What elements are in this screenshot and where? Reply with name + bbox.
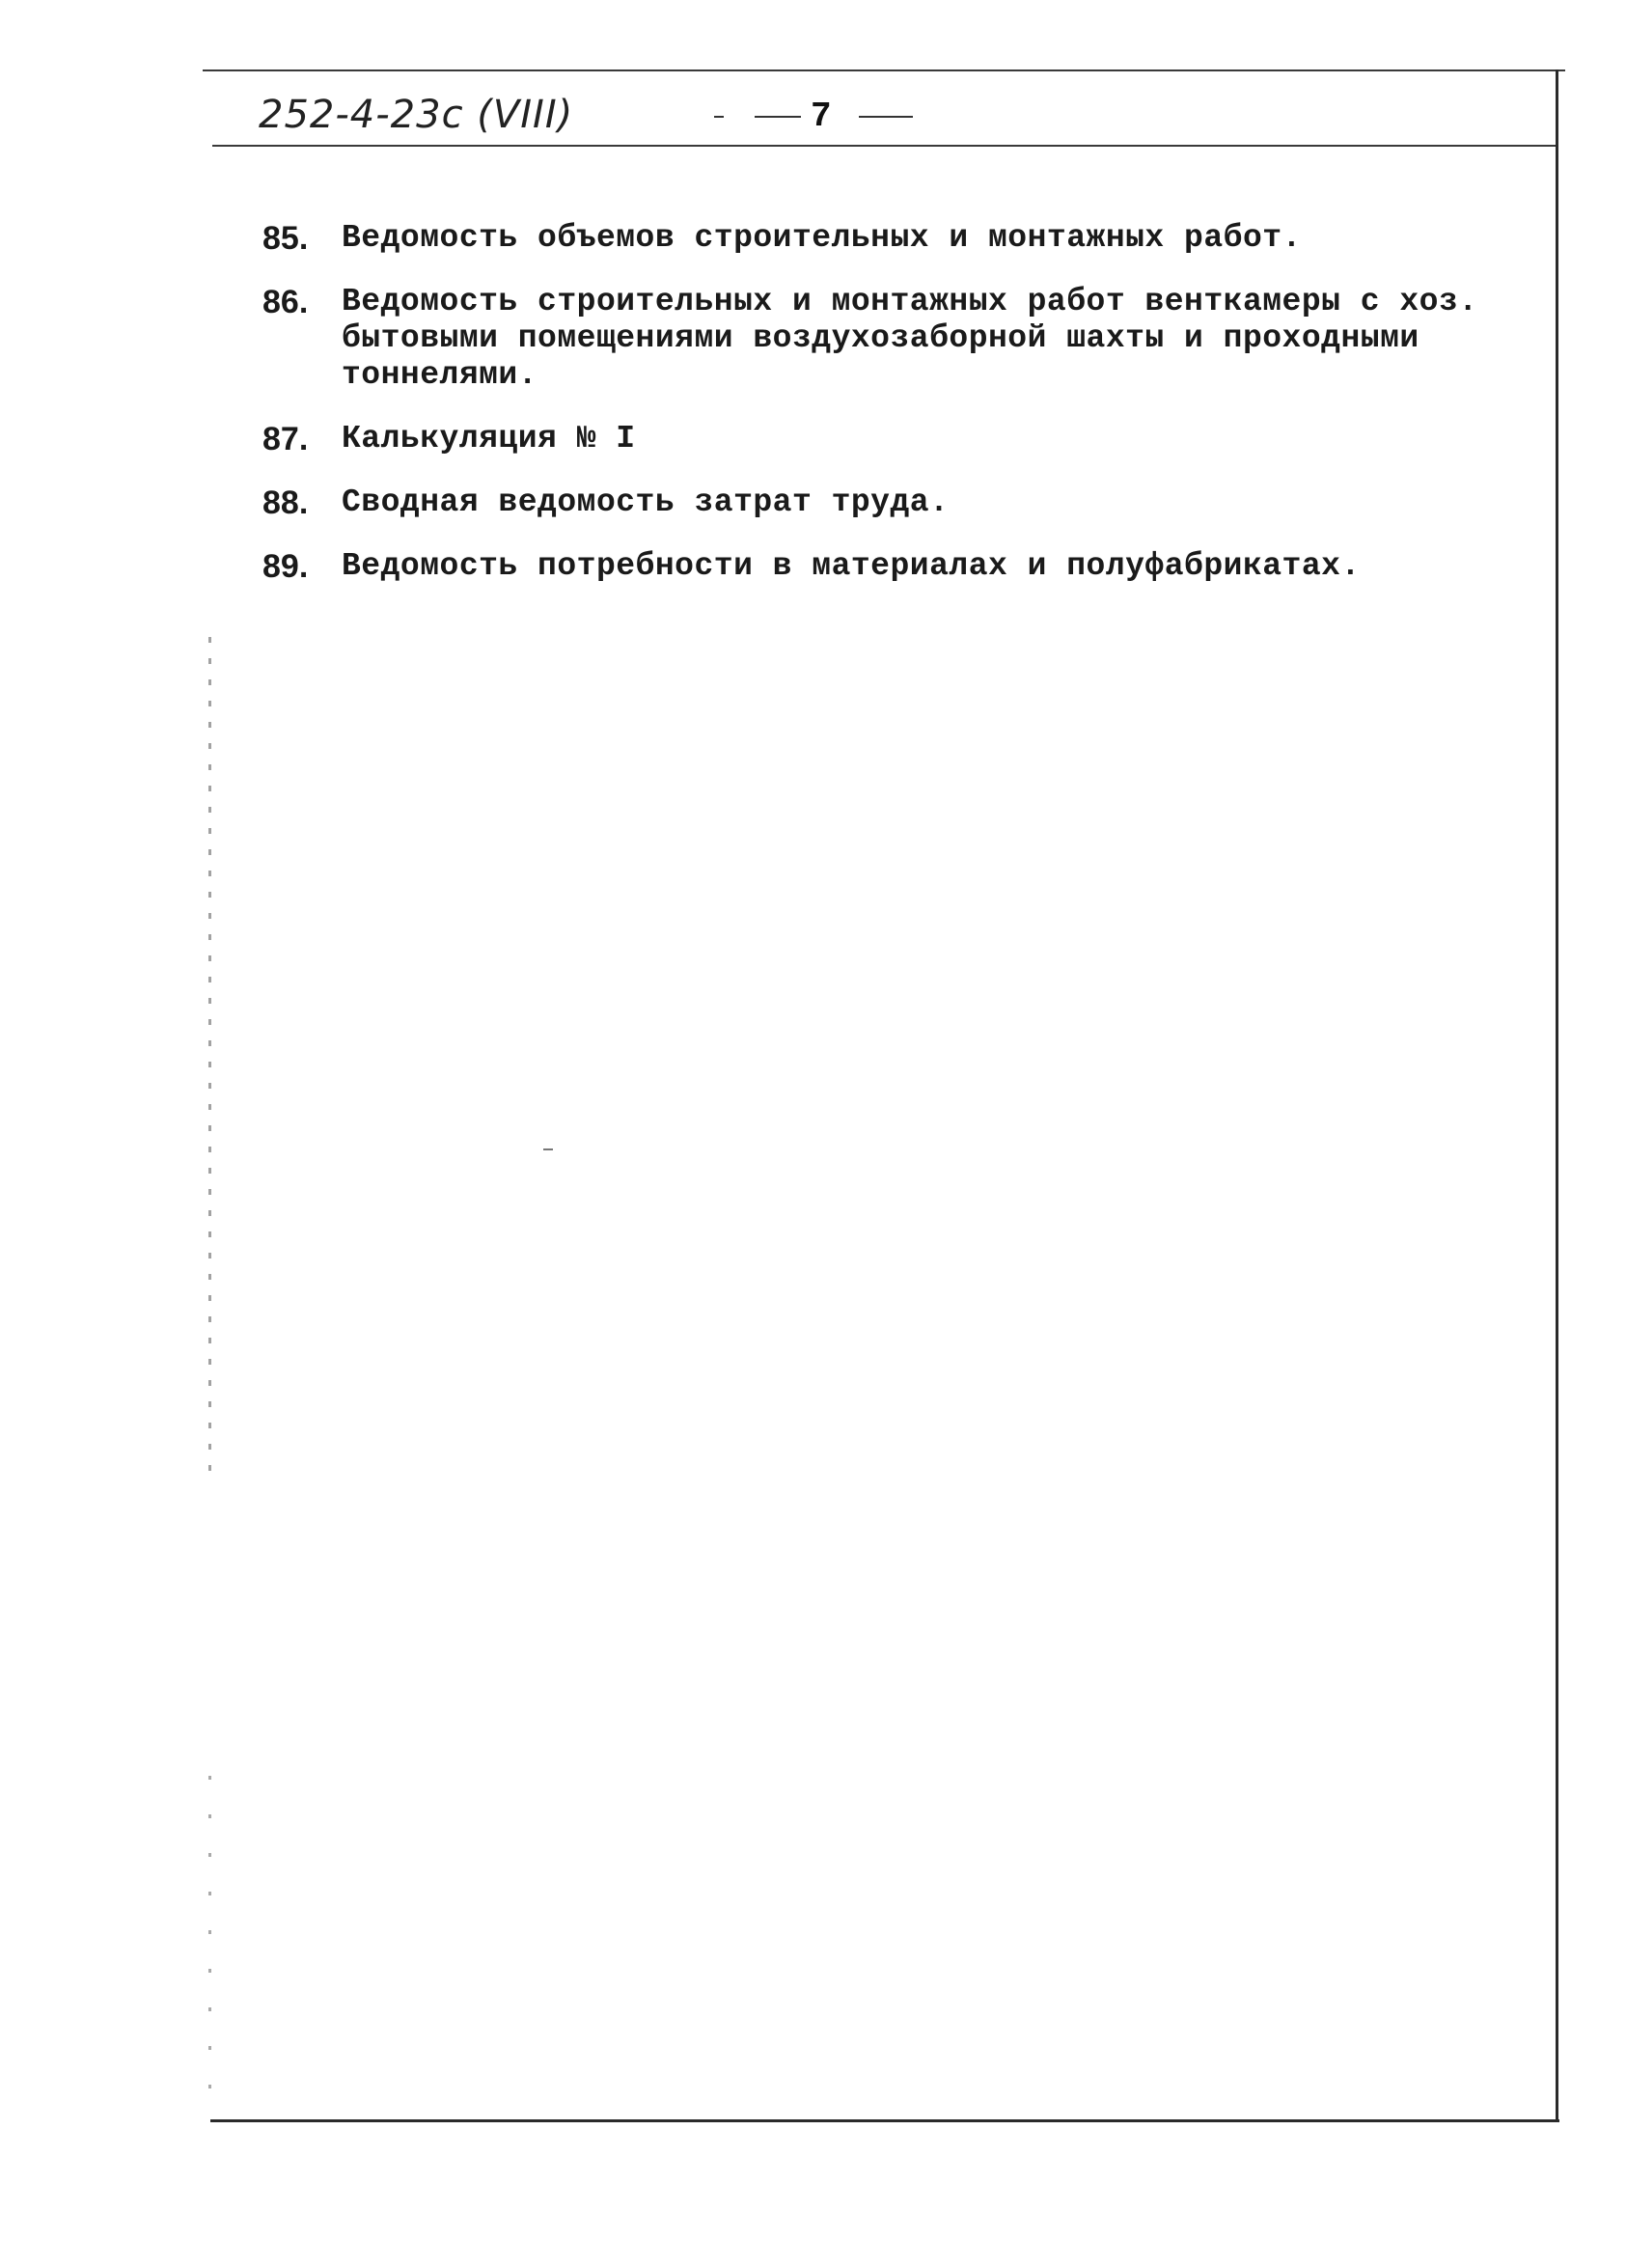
list-item	[262, 421, 1517, 457]
dash-mark	[755, 116, 801, 118]
item-number: 85.	[262, 220, 309, 257]
document-code: 252-4-23с (VIII)	[259, 93, 574, 137]
binding-margin-marks	[208, 637, 211, 1486]
item-number: 89.	[262, 548, 309, 585]
header-rule	[212, 145, 1556, 147]
list-item	[262, 220, 1517, 257]
binding-margin-marks-lower	[208, 1776, 211, 2094]
item-text: Калькуляция № I	[342, 421, 636, 456]
page-number: 7	[811, 97, 832, 136]
item-number: 87.	[262, 421, 309, 457]
item-number: 86.	[262, 284, 309, 320]
item-text: Сводная ведомость затрат труда.	[342, 484, 950, 520]
frame-bottom-line	[210, 2119, 1559, 2122]
list-item	[262, 548, 1517, 585]
item-text: Ведомость потребности в материалах и полуфабрикатах.	[342, 548, 1361, 584]
item-text: Ведомость строительных и монтажных работ венткамеры с хоз. бытовыми помещениями воздухозаборной шахты и проходными тоннелями.	[342, 284, 1478, 393]
dash-mark	[714, 116, 724, 118]
frame-right-line	[1556, 69, 1558, 2121]
frame-top-line	[203, 69, 1565, 71]
item-number: 88.	[262, 484, 309, 521]
page-number-block	[714, 97, 913, 136]
list-item	[262, 484, 1517, 521]
list-item	[262, 284, 1517, 394]
document-list	[262, 220, 1517, 612]
item-text: Ведомость объемов строительных и монтажных работ.	[342, 220, 1302, 256]
stray-mark	[543, 1148, 553, 1150]
dash-mark	[859, 116, 913, 118]
